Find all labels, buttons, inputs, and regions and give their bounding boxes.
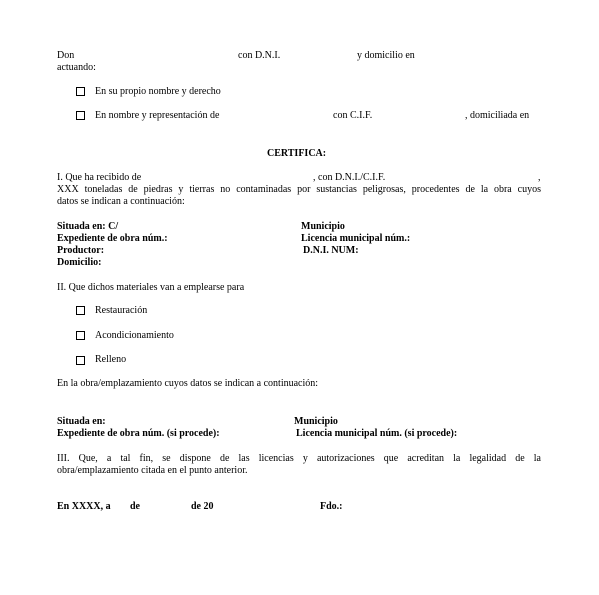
destino-situada: Situada en: [57,416,106,427]
relleno-checkbox[interactable] [76,356,85,365]
section-iii-line1: III. Que, a tal fin, se dispone de las licencias y autorizaciones que acreditan la legalidad de la [57,453,541,464]
acondicionamiento-label: Acondicionamiento [95,330,174,341]
origen-expediente: Expediente de obra núm.: [57,233,168,244]
destino-intro: En la obra/emplazamiento cuyos datos se indican a continuación: [57,378,319,389]
section-i-line3: datos se indican a continuación: [57,196,185,207]
certifica-title: CERTIFICA: [267,148,327,159]
origen-productor: Productor: [57,245,105,256]
section-iii-line2: obra/emplazamiento citada en el punto anterior. [57,465,248,476]
actuando-label: actuando: [57,62,96,73]
section-i-dni-cif: , con D.N.I./C.I.F. [313,172,386,183]
propio-nombre-label: En su propio nombre y derecho [95,86,221,97]
firma-lugar: En XXXX, a [57,501,111,512]
section-ii-intro: II. Que dichos materiales van a emplearse para [57,282,245,293]
representacion-label: En nombre y representación de [95,110,220,121]
destino-licencia: Licencia municipal núm. (si procede): [296,428,458,439]
origen-domicilio: Domicilio: [57,257,102,268]
section-i-start: I. Que ha recibido de [57,172,142,183]
don-label: Don [57,50,75,61]
firma-de: de [130,501,140,512]
origen-dni-num: D.N.I. NUM: [303,245,359,256]
propio-nombre-checkbox[interactable] [76,87,85,96]
firma-fdo: Fdo.: [320,501,343,512]
firma-de-20: de 20 [191,501,214,512]
relleno-label: Relleno [95,354,127,365]
origen-licencia: Licencia municipal núm.: [301,233,411,244]
dni-label: con D.N.I. [238,50,281,61]
section-i-line2: XXX toneladas de piedras y tierras no contaminadas por sustancias peligrosas, procedentes de la obra cuyos [57,184,541,195]
domiciliada-label: , domiciliada en [465,110,530,121]
acondicionamiento-checkbox[interactable] [76,331,85,340]
restauracion-label: Restauración [95,305,148,316]
representacion-checkbox[interactable] [76,111,85,120]
origen-situada: Situada en: C/ [57,221,119,232]
section-i-comma: , [538,172,541,183]
restauracion-checkbox[interactable] [76,306,85,315]
destino-municipio: Municipio [294,416,338,427]
destino-expediente: Expediente de obra núm. (si procede): [57,428,220,439]
origen-municipio: Municipio [301,221,345,232]
cif-label: con C.I.F. [333,110,373,121]
domicilio-label: y domicilio en [357,50,415,61]
